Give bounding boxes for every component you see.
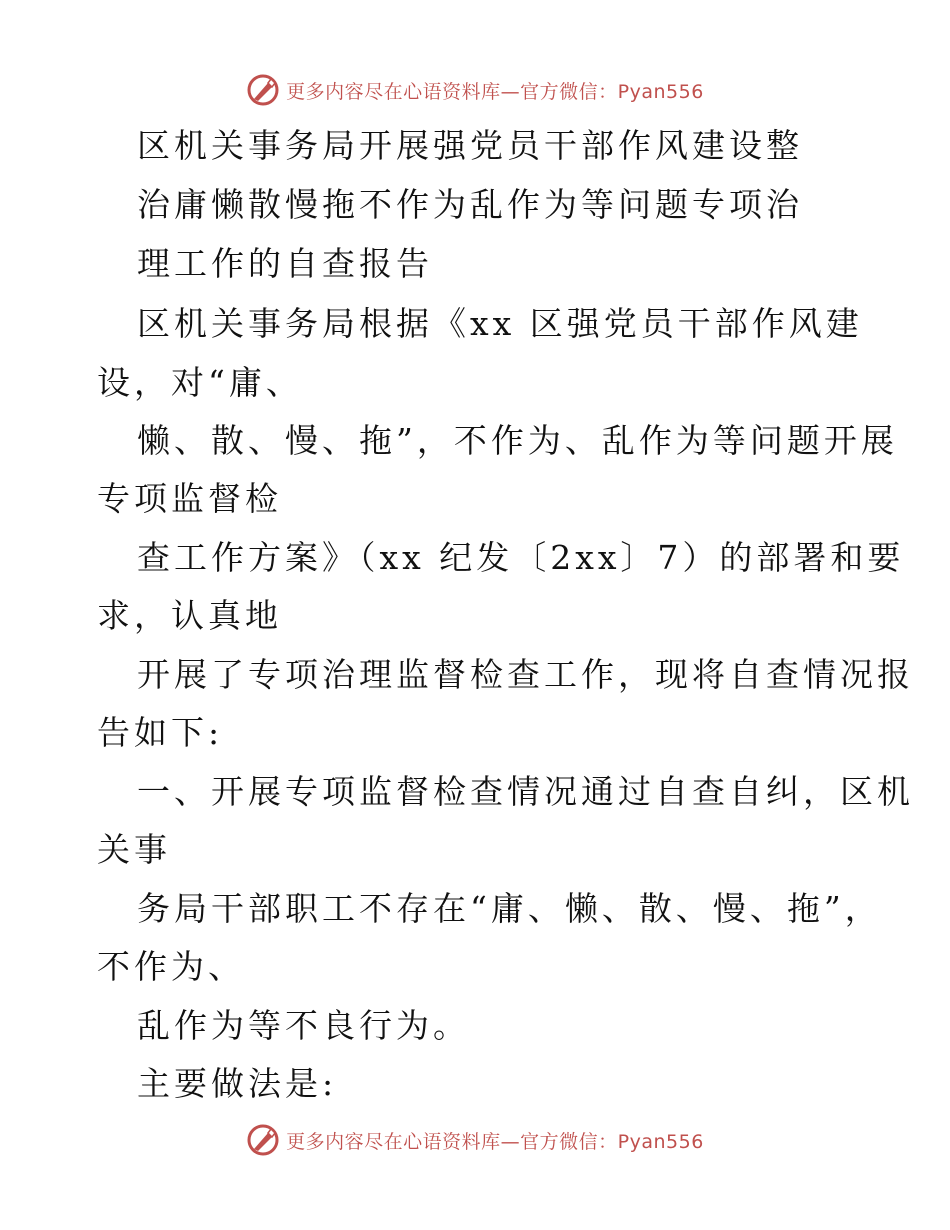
watermark-text: 更多内容尽在心语资料库—官方微信：Pyan556 [286,80,704,103]
paragraph-line: 关事 [97,830,171,869]
paragraph-line: 专项监督检 [97,479,282,518]
paragraph-line: 一、开展专项监督检查情况通过自查自纠，区机 [137,772,914,811]
title-line-3: 理工作的自查报告 [137,244,433,283]
watermark-header [0,70,950,110]
paragraph-line: 主要做法是: [137,1064,338,1103]
paragraph-line: 开展了专项治理监督检查工作，现将自查情况报 [137,655,914,694]
pen-logo-icon [246,73,280,107]
watermark-footer [0,1120,950,1160]
paragraph-line: 求，认真地 [97,596,282,635]
title-line-1: 区机关事务局开展强党员干部作风建设整 [137,126,803,165]
paragraph-line: 告如下: [97,713,224,752]
paragraph-line: 务局干部职工不存在“庸、懒、散、慢、拖”， [137,889,882,928]
paragraph-line: 查工作方案》（xx 纪发〔2xx〕7）的部署和要 [137,538,905,577]
paragraph-line: 设，对“庸、 [97,363,303,402]
paragraph-line: 不作为、 [97,947,245,986]
watermark-text: 更多内容尽在心语资料库—官方微信：Pyan556 [286,1130,704,1153]
pen-logo-icon [246,1123,280,1157]
title-line-2: 治庸懒散慢拖不作为乱作为等问题专项治 [137,185,803,224]
paragraph-line: 懒、散、慢、拖”，不作为、乱作为等问题开展 [137,421,898,460]
paragraph-line: 区机关事务局根据《xx 区强党员干部作风建 [137,304,863,343]
paragraph-line: 乱作为等不良行为。 [137,1006,470,1045]
